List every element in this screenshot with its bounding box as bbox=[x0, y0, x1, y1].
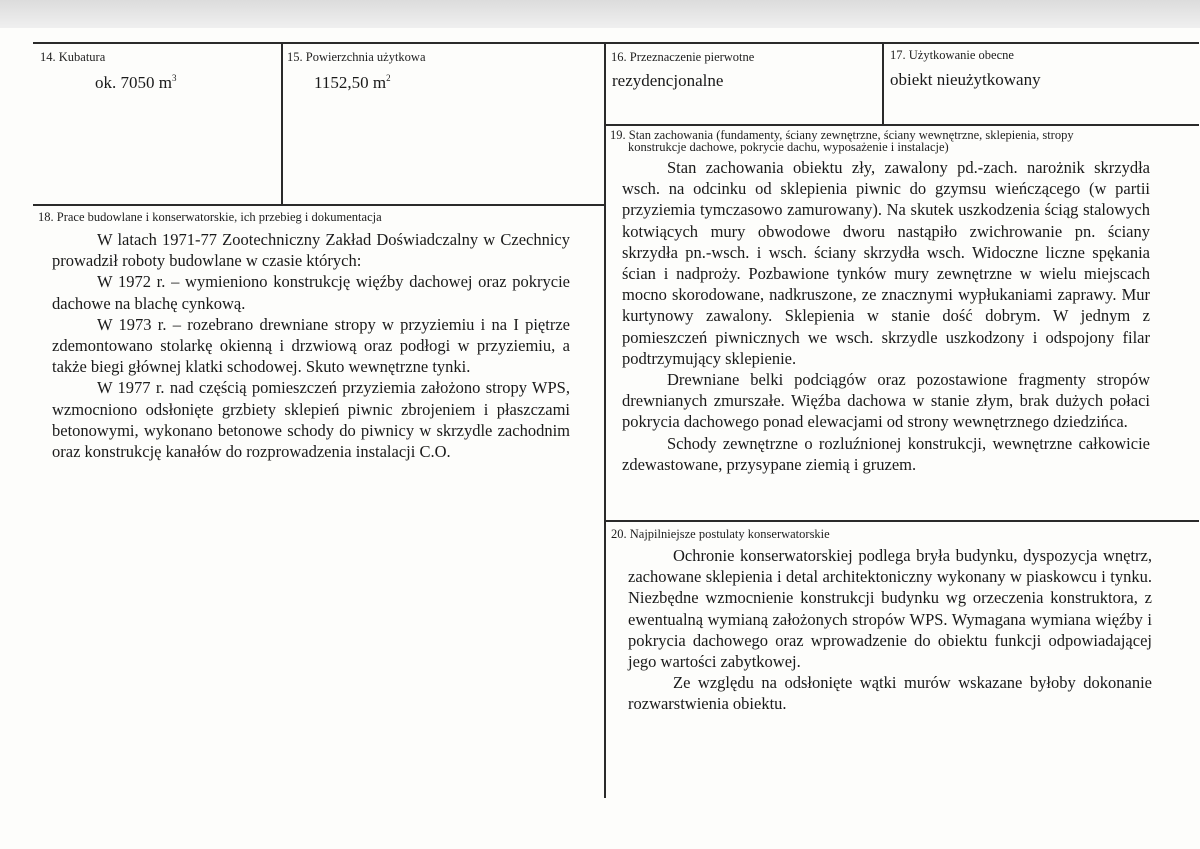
rule-below-16-17 bbox=[605, 124, 1199, 126]
rule-above-20 bbox=[605, 520, 1199, 522]
area-number: 1152,50 m bbox=[314, 73, 387, 92]
top-rule bbox=[33, 42, 1199, 44]
current-use-value: obiekt nieużytkowany bbox=[890, 70, 1041, 89]
kubatura-unit-exponent: 3 bbox=[171, 73, 177, 83]
box-16-label: 16. Przeznaczenie pierwotne bbox=[611, 50, 755, 64]
box-20-text bbox=[628, 545, 1152, 715]
kubatura-value bbox=[95, 73, 176, 93]
kubatura-number: ok. 7050 m bbox=[95, 73, 172, 92]
box-14-label: 14. Kubatura bbox=[40, 50, 106, 64]
paragraph: Ze względu na odsłonięte wątki murów wskazane byłoby dokonanie rozwarstwienia obiektu. bbox=[628, 673, 1152, 714]
box-18-text bbox=[52, 229, 570, 462]
area-value bbox=[314, 73, 391, 93]
box-19-text bbox=[622, 157, 1150, 475]
area-unit-exponent: 2 bbox=[386, 73, 391, 83]
divider-left-right bbox=[604, 42, 606, 798]
box-19-label-line-2: konstrukcje dachowe, pokrycie dachu, wyposażenie i instalacje) bbox=[628, 140, 949, 154]
box-20-label: 20. Najpilniejsze postulaty konserwatorskie bbox=[611, 527, 830, 541]
divider-14-15 bbox=[281, 42, 283, 204]
paragraph: Schody zewnętrzne o rozluźnionej konstrukcji, wewnętrzne całkowicie zdewastowane, przysypane ziemią i gruzem. bbox=[622, 433, 1150, 474]
box-15-label: 15. Powierzchnia użytkowa bbox=[287, 50, 426, 64]
paragraph: Stan zachowania obiektu zły, zawalony pd.-zach. narożnik skrzydła wsch. na odcinku od sklepienia piwnic do gzymsu wieńczącego (w partii przyziemia tymczasowo zamurowany). Na skutek uszkodzenia ściąg stalowych kotwiących mury obwodowe dworu nastąpiło zwichrowanie pn. ściany skrzydła pn.-wsch. i wsch. ściany skrzydła wsch. Widoczne liczne spękania ścian i nadproży. Pozbawione tynków mury zewnętrzne w wielu miejscach mocno skorodowane, nadkruszone, ze znacznymi wypłukaniami zaprawy. Mur kurtynowy zawalony. Sklepienia w stanie dość dobrym. W jednym z pomieszczeń piwnicznych we wsch. skrzydle uszkodzony i odspojony filar podtrzymujący sklepienie. bbox=[622, 158, 1150, 368]
paragraph: Ochronie konserwatorskiej podlega bryła budynku, dyspozycja wnętrz, zachowane sklepienia i detal architektoniczny wykonany w piaskowcu i tynku. Niezbędne wzmocnienie konstrukcji budynku wg orzeczenia konstruktora, z ewentualną wymianą założonych stropów WPS. Wymagana wymiana więźby i pokrycia dachowego oraz wprowadzenie do obiektu funkcji odpowiadającej jego wartości zabytkowej. bbox=[628, 546, 1152, 672]
divider-16-17 bbox=[882, 42, 884, 124]
original-purpose-value: rezydencjonalne bbox=[612, 71, 724, 90]
paragraph: W 1977 r. nad częścią pomieszczeń przyziemia założono stropy WPS, wzmocniono odsłonięte grzbiety sklepień piwnic zbrojeniem i płaszczami betonowymi, wykonano betonowe schody do piwnicy w skrzydle zachodnim oraz konstrukcję kanałów do rozprowadzenia instalacji C.O. bbox=[52, 378, 570, 462]
paragraph: W 1972 r. – wymieniono konstrukcję więźby dachowej oraz pokrycie dachowe na blachę cynkową. bbox=[52, 272, 570, 313]
box-17-label: 17. Użytkowanie obecne bbox=[890, 48, 1014, 62]
paragraph: W latach 1971-77 Zootechniczny Zakład Doświadczalny w Czechnicy prowadził roboty budowlane w czasie których: bbox=[52, 230, 570, 271]
rule-above-18 bbox=[33, 204, 605, 206]
box-19-label-line-1: 19. Stan zachowania (fundamenty, ściany zewnętrzne, ściany wewnętrzne, sklepienia, stropy bbox=[610, 128, 1074, 142]
box-18-label: 18. Prace budowlane i konserwatorskie, ich przebieg i dokumentacja bbox=[38, 210, 382, 224]
paragraph: Drewniane belki podciągów oraz pozostawione fragmenty stropów drewnianych zmurszałe. Więźba dachowa w stanie złym, brak dużych połaci pokrycia dachowego ponad elewacjami od strony wewnętrznego dziedzińca. bbox=[622, 370, 1150, 432]
paragraph: W 1973 r. – rozebrano drewniane stropy w przyziemiu i na I piętrze zdemontowano stolarkę okienną i drzwiową oraz podłogi w przyziemiu, a także biegi głównej klatki schodowej. Skuto wewnętrzne tynki. bbox=[52, 314, 570, 377]
